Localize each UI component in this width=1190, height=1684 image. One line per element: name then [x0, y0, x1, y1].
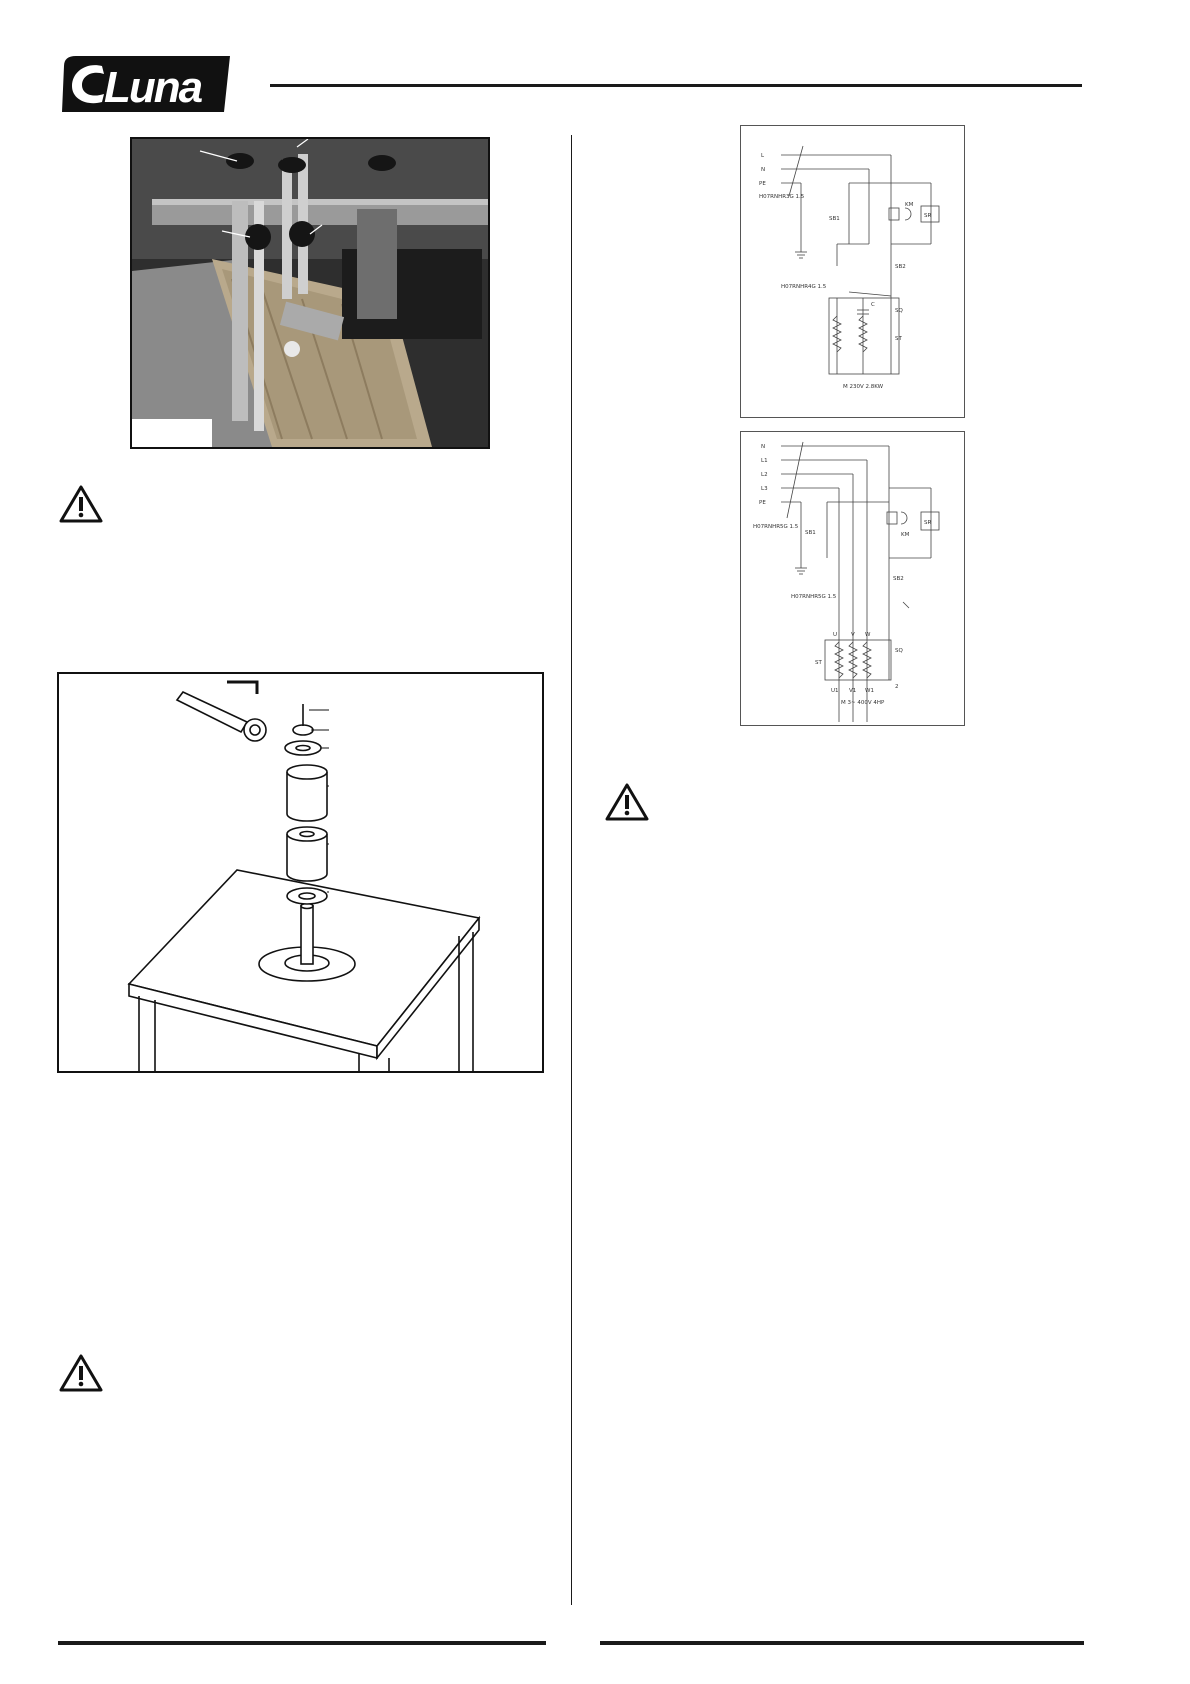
- svg-text:W: W: [865, 632, 871, 638]
- column-divider: [571, 135, 572, 1605]
- svg-text:N: N: [761, 167, 766, 173]
- footer-rule-right: [600, 1641, 1084, 1645]
- svg-text:SB1: SB1: [805, 530, 816, 536]
- svg-text:KM: KM: [901, 532, 910, 538]
- svg-text:L3: L3: [761, 486, 768, 492]
- warning-triangle-icon: [58, 484, 104, 524]
- svg-text:C: C: [871, 302, 875, 308]
- svg-text:SB2: SB2: [895, 264, 906, 270]
- svg-text:KM: KM: [905, 202, 914, 208]
- svg-text:H07RNHR5G 1.5: H07RNHR5G 1.5: [753, 524, 799, 530]
- svg-text:Luna: Luna: [104, 63, 202, 112]
- svg-text:2: 2: [895, 684, 899, 690]
- svg-text:H07RNHR4G 1.5: H07RNHR4G 1.5: [781, 284, 827, 290]
- svg-text:ST: ST: [895, 336, 902, 342]
- svg-text:ST: ST: [815, 660, 822, 666]
- svg-text:SR: SR: [924, 520, 932, 526]
- spindle-assembly-diagram: [57, 672, 544, 1073]
- wiring-diagram-three-phase: [740, 431, 965, 726]
- svg-text:W1: W1: [865, 688, 874, 694]
- svg-text:V: V: [851, 632, 855, 638]
- svg-text:SR: SR: [924, 213, 932, 219]
- wiring-diagram-single-phase: [740, 125, 965, 418]
- svg-text:H07RNHR3G 1.5: H07RNHR3G 1.5: [759, 194, 805, 200]
- svg-text:M 230V 2.8KW: M 230V 2.8KW: [843, 384, 884, 390]
- brand-logo: [58, 52, 236, 116]
- svg-text:H07RNHR5G 1.5: H07RNHR5G 1.5: [791, 594, 837, 600]
- svg-text:U1: U1: [831, 688, 839, 694]
- fence-guard-photo: [130, 137, 490, 449]
- svg-text:SB2: SB2: [893, 576, 904, 582]
- svg-text:N: N: [761, 444, 766, 450]
- svg-text:U: U: [833, 632, 838, 638]
- warning-triangle-icon: [58, 1353, 104, 1393]
- svg-text:SQ: SQ: [895, 308, 903, 314]
- header-rule: [270, 84, 1082, 87]
- svg-text:L: L: [761, 153, 765, 159]
- svg-text:SQ: SQ: [895, 648, 903, 654]
- svg-text:L1: L1: [761, 458, 768, 464]
- warning-triangle-icon: [604, 782, 650, 822]
- svg-text:PE: PE: [759, 500, 766, 506]
- svg-text:M 3~ 400V 4HP: M 3~ 400V 4HP: [841, 700, 885, 706]
- svg-text:PE: PE: [759, 181, 766, 187]
- footer-rule-left: [58, 1641, 546, 1645]
- svg-text:V1: V1: [849, 688, 857, 694]
- svg-text:L2: L2: [761, 472, 768, 478]
- svg-text:SB1: SB1: [829, 216, 840, 222]
